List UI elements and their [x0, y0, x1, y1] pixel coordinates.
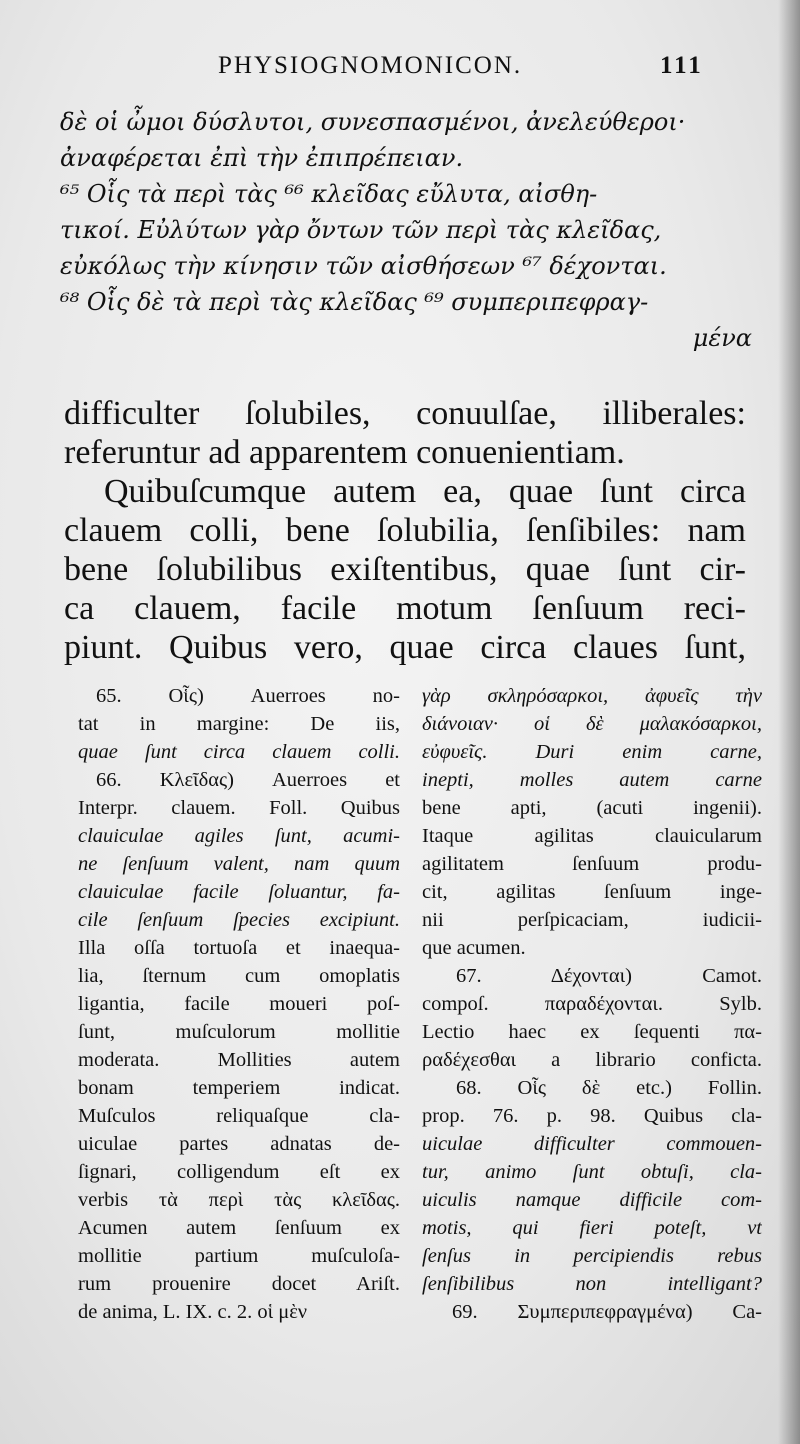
note-line: ne ſenſuum valent, nam quum [78, 853, 400, 875]
note-line: ſignari, colligendum eſt ex [78, 1161, 400, 1183]
note-line: de anima, L. IX. c. 2. οἱ μὲν [78, 1301, 308, 1323]
greek-line: ἀναφέρεται ἐπὶ τὴν ἐπιπρέπειαν. [60, 144, 464, 172]
footnotes-right-column [422, 682, 762, 1326]
note-line: Itaque agilitas clauicularum [422, 825, 762, 847]
latin-translation-block [64, 394, 746, 667]
latin-line: bene ſolubilibus exiſtentibus, quae ſunt cir- [64, 551, 746, 588]
note-line: uiculae partes adnatas de- [78, 1133, 400, 1155]
latin-line: ca clauem, facile motum ſenſuum reci- [64, 590, 746, 627]
note-line: 66. Κλεῖδας) Auerroes et [96, 769, 400, 791]
note-line: bonam temperiem indicat. [78, 1077, 400, 1099]
note-line: compoſ. παραδέχονται. Sylb. [422, 993, 762, 1015]
note-line: uiculae difficulter commouen- [422, 1133, 762, 1155]
latin-line: difficulter ſolubiles, conuulſae, illiberales: [64, 395, 746, 432]
note-line: ραδέχεσθαι a librario confiсta. [422, 1049, 762, 1071]
note-line: clauiculae agiles ſunt, acumi- [78, 825, 400, 847]
note-line: cit, agilitas ſenſuum inge- [422, 881, 762, 903]
note-line: Illa oſſa tortuoſa et inaequa- [78, 937, 400, 959]
note-line: tat in margine: De iis, [78, 713, 400, 735]
note-line: 67. Δέχονται) Camot. [456, 965, 762, 987]
greek-line: τικοί. Εὐλύτων γὰρ ὄντων τῶν περὶ τὰς κλεῖδας, [60, 216, 662, 244]
greek-text-block [60, 104, 760, 356]
note-line: mollitie partium muſculoſa- [78, 1245, 400, 1267]
note-line: διάνοιαν· οἱ δὲ μαλακόσαρκοι, [422, 713, 762, 735]
note-line: ligantia, facile moueri poſ- [78, 993, 400, 1015]
note-line: que acumen. [422, 937, 526, 959]
note-line: Interpr. clauem. Foll. Quibus [78, 797, 400, 819]
note-line: εὐφυεῖς. Duri enim carne, [422, 741, 762, 763]
page-edge-shadow [778, 0, 800, 1444]
running-header [0, 52, 800, 92]
note-line: rum prouenire docet Ariſt. [78, 1273, 400, 1295]
greek-catchword: μένα [692, 324, 752, 352]
note-line: clauiculae facile ſoluantur, fa- [78, 881, 400, 903]
latin-line: clauem colli, bene ſolubilia, ſenſibiles: nam [64, 512, 746, 549]
note-line: Lectio haec ex ſequenti πα- [422, 1021, 762, 1043]
note-line: bene apti, (acuti ingenii). [422, 797, 762, 819]
note-line: γὰρ σκληρόσαρκοι, ἀφυεῖς τὴν [422, 685, 762, 707]
note-line: 68. Οἷς δὲ etc.) Follin. [456, 1077, 762, 1099]
note-line: moderata. Mollities autem [78, 1049, 400, 1071]
note-line: agilitatem ſenſuum produ- [422, 853, 762, 875]
note-line: prop. 76. p. 98. Quibus cla- [422, 1105, 762, 1127]
greek-line: εὐκόλως τὴν κίνησιν τῶν αἰσθήσεων ⁶⁷ δέχονται. [60, 252, 667, 280]
note-line: quae ſunt circa clauem colli. [78, 741, 400, 763]
note-line: 69. Συμπεριπεφραγμένα) Ca- [452, 1301, 762, 1323]
note-line: cile ſenſuum ſpecies excipiunt. [78, 909, 400, 931]
note-line: tur, animo ſunt obtuſi, cla- [422, 1161, 762, 1183]
note-line: nii perſpicaciam, iudicii- [422, 909, 762, 931]
note-line: verbis τὰ περὶ τὰς κλεῖδας. [78, 1189, 400, 1211]
greek-line: δὲ οἱ ὦμοι δύσλυτοι, συνεσπασμένοι, ἀνελεύθεροι· [60, 108, 686, 136]
latin-line: referuntur ad apparentem conuenientiam. [64, 434, 625, 471]
note-line: ſenſibilibus non intelligant? [422, 1273, 762, 1295]
header-title: PHYSIOGNOMONICON. [218, 52, 523, 79]
note-line: ſenſus in percipiendis rebus [422, 1245, 762, 1267]
note-line: uiculis namque difficile com- [422, 1189, 762, 1211]
latin-line: Quibuſcumque autem ea, quae ſunt circa [104, 473, 746, 510]
page-number: 111 [660, 52, 704, 79]
note-line: 65. Οἷς) Auerroes no- [96, 685, 400, 707]
note-line: lia, ſternum cum omoplatis [78, 965, 400, 987]
latin-line: piunt. Quibus vero, quae circa claues ſunt, [64, 629, 746, 666]
note-line: Acumen autem ſenſuum ex [78, 1217, 400, 1239]
note-line: motis, qui fieri poteſt, vt [422, 1217, 762, 1239]
greek-line: ⁶⁸ Οἷς δὲ τὰ περὶ τὰς κλεῖδας ⁶⁹ συμπεριπεφραγ- [60, 288, 649, 316]
footnotes-left-column [78, 682, 400, 1326]
note-line: ſunt, muſculorum mollitie [78, 1021, 400, 1043]
greek-line: ⁶⁵ Οἷς τὰ περὶ τὰς ⁶⁶ κλεῖδας εὔλυτα, αἰσθη- [60, 180, 598, 208]
note-line: Muſculos reliquaſque cla- [78, 1105, 400, 1127]
note-line: inepti, molles autem carne [422, 769, 762, 791]
